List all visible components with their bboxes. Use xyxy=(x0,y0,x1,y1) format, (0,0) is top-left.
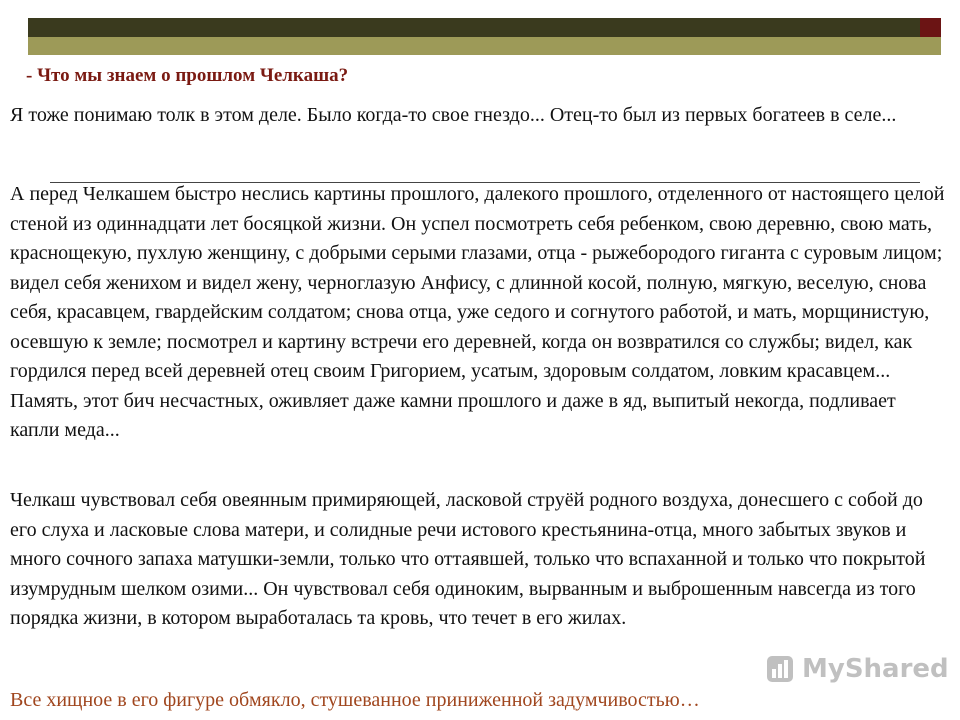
header-bar-dark xyxy=(28,18,920,37)
paragraph-1: Я тоже понимаю толк в этом деле. Было когда-то свое гнездо... Отец-то был из первых богатеев в селе... xyxy=(10,104,897,126)
watermark-text: MyShared xyxy=(802,654,949,684)
header-corner-red xyxy=(920,18,941,37)
paragraph-2: А перед Челкашем быстро неслись картины прошлого, далекого прошлого, отделенного от настоящего целой стеной из одиннадцати лет босяцкой жизни. Он успел посмотреть себя ребенком, свою деревню, свою мать, краснощекую, пухлую женщину, с добрыми серыми глазами, отца - рыжебородого гиганта с суровым лицом; видел себя женихом и видел жену, черноглазую Анфису, с длинной косой, полную, мягкую, веселую, снова себя, красавцем, гвардейским солдатом; снова отца, уже седого и согнутого работой, и мать, морщинистую, осевшую к земле; посмотрел и картину встречи его деревней, когда он возвратился со службы; видел, как гордился перед всей деревней отец своим Григорием, усатым, здоровым солдатом, ловким красавцем... Память, этот бич несчастных, оживляет даже камни прошлого и даже в яд, выпитый некогда, подливает капли меда... xyxy=(10,183,945,441)
paragraph-3: Челкаш чувствовал себя овеянным примиряющей, ласковой струёй родного воздуха, донесшего с собой до его слуха и ласковые слова матери, и солидные речи истового крестьянина-отца, много забытых звуков и много сочного запаха матушки-земли, только что оттаявшей, только что вспаханной и только что покрытой изумрудным шелком озими... Он чувствовал себя одиноким, вырванным и выброшенным навсегда из того порядка жизни, в котором выработалась та кровь, что течет в его жилах. xyxy=(10,489,926,629)
header-corner-olive xyxy=(920,37,941,55)
watermark xyxy=(764,653,949,685)
slide-heading: - Что мы знаем о прошлом Челкаша? xyxy=(26,65,349,86)
myshared-logo-icon xyxy=(764,653,796,685)
header-bar-olive xyxy=(28,37,920,55)
paragraph-closing: Все хищное в его фигуре обмякло, стушеванное приниженной задумчивостью… xyxy=(10,689,700,711)
